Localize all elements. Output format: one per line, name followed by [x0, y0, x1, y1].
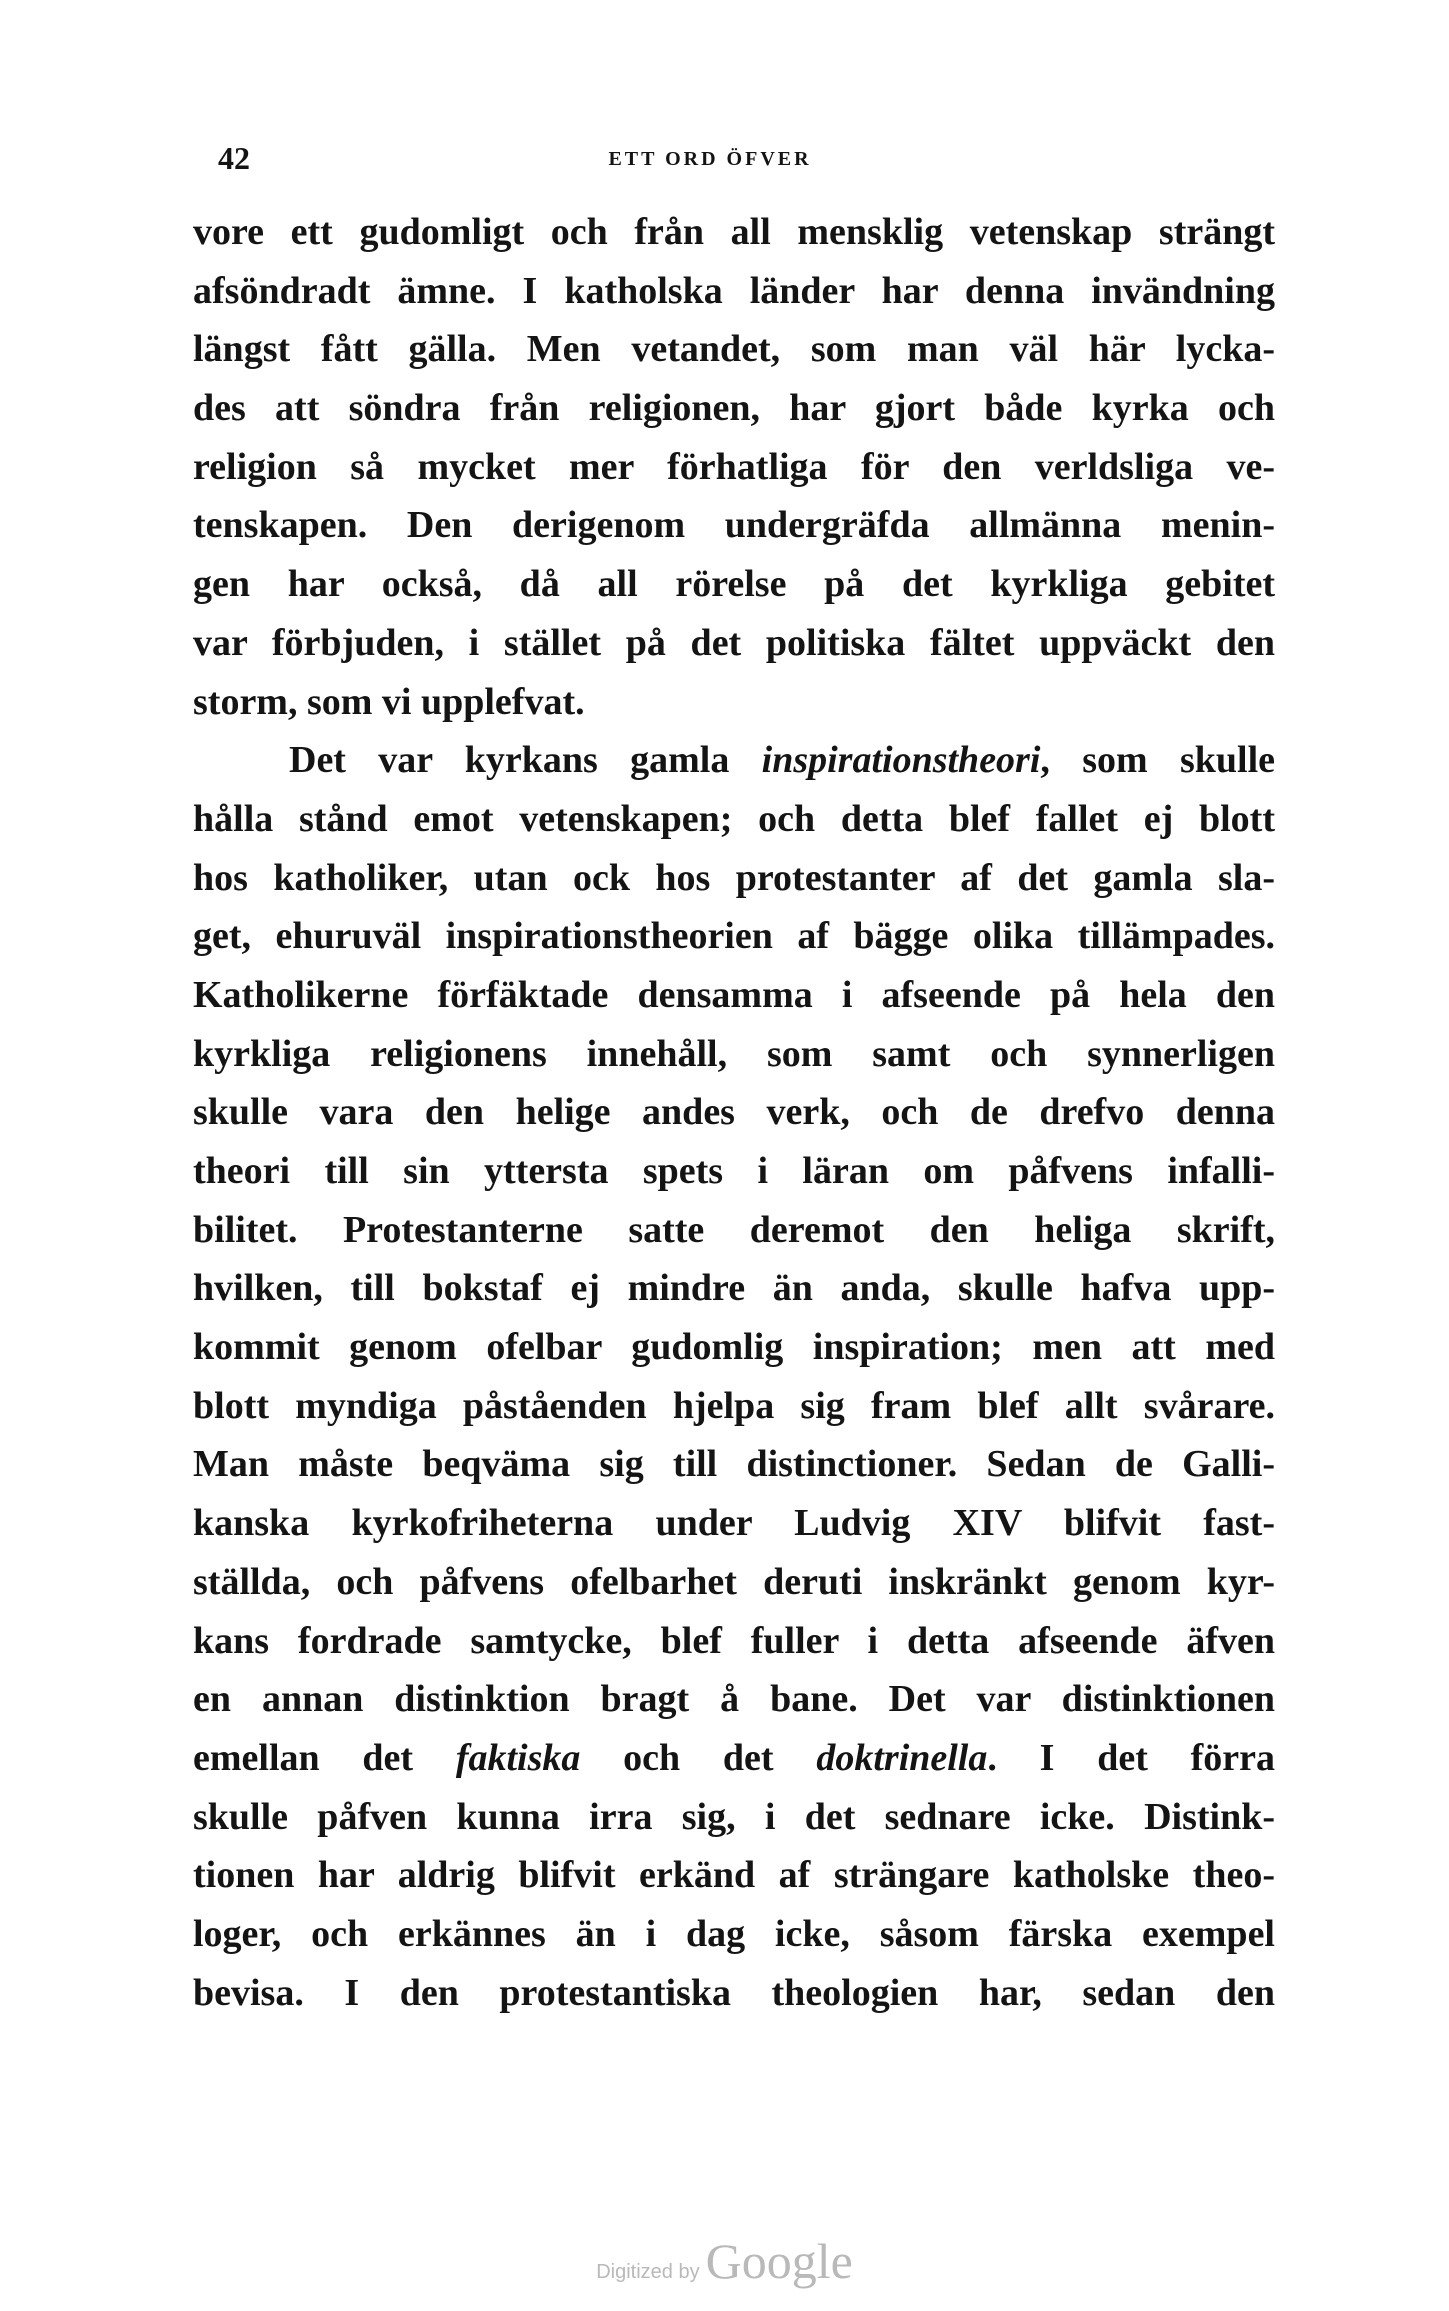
text-line: kanska kyrkofriheterna under Ludvig XIV blifvit fast-: [193, 1502, 1275, 1545]
text-line: storm, som vi upplefvat.: [193, 680, 585, 723]
text-line: hos katholiker, utan ock hos protestanter af det gamla sla-: [193, 856, 1275, 899]
text-line: afsöndradt ämne. I katholska länder har denna invändning: [193, 269, 1275, 312]
text-line: hvilken, till bokstaf ej mindre än anda, skulle hafva upp-: [193, 1267, 1275, 1310]
text-line: kyrkliga religionens innehåll, som samt och synnerligen: [193, 1032, 1275, 1075]
text-line: get, ehuruväl inspirationstheorien af bägge olika tillämpades.: [193, 915, 1275, 958]
text-line: Katholikerne förfäktade densamma i afseende på hela den: [193, 973, 1275, 1016]
text-line: bevisa. I den protestantiska theologien har, sedan den: [193, 1971, 1275, 2014]
italic-term: faktiska: [455, 1736, 581, 1779]
text-line: [193, 731, 1275, 790]
italic-term: inspirationstheori: [761, 739, 1041, 782]
text-line: loger, och erkännes än i dag icke, såsom färska exempel: [193, 1912, 1275, 1955]
text-line: vore ett gudomligt och från all mensklig vetenskap strängt: [193, 211, 1275, 253]
text-line: tenskapen. Den derigenom undergräfda allmänna menin-: [193, 504, 1275, 547]
text-run: Det var kyrkans gamla: [289, 739, 762, 782]
text-line: längst fått gälla. Men vetandet, som man väl här lycka-: [193, 328, 1275, 371]
text-line: theori till sin yttersta spets i läran om påfvens infalli-: [193, 1150, 1275, 1192]
running-head: ETT ORD ÖFVER: [608, 148, 812, 170]
text-line: bilitet. Protestanterne satte deremot den heliga skrift,: [193, 1208, 1275, 1251]
digitized-watermark: [0, 2232, 1449, 2290]
text-line: kommit genom ofelbar gudomlig inspiration; men att med: [193, 1326, 1275, 1369]
text-line: var förbjuden, i stället på det politiska fältet uppväckt den: [193, 621, 1275, 664]
text-line: kans fordrade samtycke, blef fuller i detta afseende äfven: [193, 1619, 1275, 1662]
text-line: gen har också, då all rörelse på det kyrkliga gebitet: [193, 563, 1275, 606]
digitized-prefix: Digitized by: [596, 2261, 700, 2283]
text-line: [193, 1729, 1275, 1788]
text-run: , som skulle: [1040, 739, 1275, 782]
text-run: och det: [580, 1736, 817, 1779]
text-run: . I det förra: [987, 1736, 1275, 1779]
google-logo-text: Google: [705, 2233, 853, 2289]
text-line: skulle vara den helige andes verk, och de drefvo denna: [193, 1091, 1275, 1134]
text-line: en annan distinktion bragt å bane. Det var distinktionen: [193, 1678, 1275, 1721]
text-line: Man måste beqväma sig till distinctioner. Sedan de Galli-: [193, 1443, 1275, 1486]
body-text: [193, 203, 1275, 2022]
text-line: hålla stånd emot vetenskapen; och detta blef fallet ej blott: [193, 797, 1275, 840]
text-line: des att söndra från religionen, har gjort både kyrka och: [193, 387, 1275, 430]
italic-term: doktrinella: [816, 1736, 988, 1779]
page-number: 42: [218, 140, 250, 176]
text-line: skulle påfven kunna irra sig, i det sednare icke. Distink-: [193, 1795, 1275, 1838]
text-run: emellan det: [193, 1736, 456, 1779]
text-line: blott myndiga påståenden hjelpa sig fram blef allt svårare.: [193, 1384, 1275, 1427]
page-header: [0, 140, 1449, 180]
text-line: tionen har aldrig blifvit erkänd af strängare katholske theo-: [193, 1854, 1275, 1897]
text-line: religion så mycket mer förhatliga för den verldsliga ve-: [193, 445, 1275, 488]
text-line: ställda, och påfvens ofelbarhet deruti inskränkt genom kyr-: [193, 1560, 1275, 1603]
